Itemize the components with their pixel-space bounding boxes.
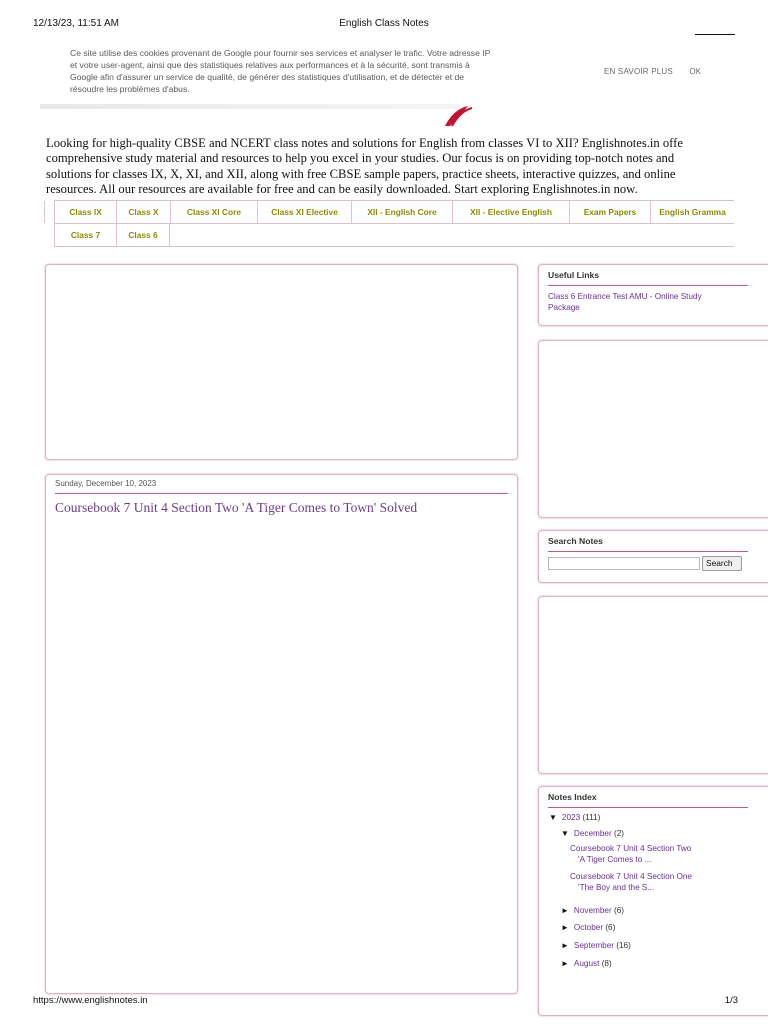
site-description [46,136,746,197]
ad-panel [45,264,518,460]
archive-count: (16) [616,941,631,950]
post-title-link[interactable]: Coursebook 7 Unit 4 Section Two 'A Tiger Comes to Town' Solved [55,500,418,515]
archive-post-link[interactable] [570,843,720,865]
useful-link-line: Class 6 Entrance Test AMU - Online Study [548,292,702,301]
post-panel [45,474,518,994]
widget-divider [548,807,748,808]
banner-edge [40,104,460,109]
archive-count: (8) [601,959,612,968]
expand-triangle-icon[interactable]: ► [561,923,569,932]
nav-tab-exam-papers[interactable]: Exam Papers [569,201,650,223]
print-page-title: English Class Notes [339,18,429,29]
useful-link-line: Package [548,303,580,312]
archive-month-label[interactable]: September [573,941,614,950]
nav-tab-class-7[interactable]: Class 7 [54,224,116,246]
cookie-ok-button[interactable]: OK [689,67,702,76]
archive-month-label[interactable]: November [573,906,612,915]
main-navigation [54,200,734,247]
expand-triangle-icon[interactable]: ► [561,959,569,968]
archive-month-label[interactable]: August [573,959,600,968]
description-line: Looking for high-quality CBSE and NCERT class notes and solutions for English from classes VI to XII? Englishnotes.in offe [46,136,683,150]
page-number: 1/3 [724,995,738,1006]
search-widget-title: Search Notes [548,536,603,546]
nav-tab-class-xi-elective[interactable]: Class XI Elective [257,201,351,223]
search-input[interactable] [548,557,700,570]
page-url: https://www.englishnotes.in [33,995,148,1006]
useful-link-amu-package[interactable] [548,291,738,313]
cookie-actions [604,67,701,76]
archive-month-label[interactable]: October [573,923,604,932]
description-line: resources. All our resources are available for free and can be easily downloaded. Start exploring Englishnotes.in now. [46,181,638,196]
post-date-divider [55,493,508,494]
archive-month-august[interactable] [561,958,612,969]
useful-links-title: Useful Links [548,270,600,280]
nav-tab-class-x[interactable]: Class X [116,201,170,223]
archive-year-2023[interactable] [549,812,600,823]
expand-triangle-icon[interactable]: ► [561,941,569,950]
archive-post-line: 'A Tiger Comes to ... [578,855,652,864]
nav-tab-xii-english-core[interactable]: XII - English Core [351,201,452,223]
description-line: solutions for classes IX, X, XI, and XII, along with free CBSE sample papers, practice sheets, interactive quizzes, and online [46,166,676,181]
archive-month-label[interactable]: December [573,829,612,838]
notes-index-title: Notes Index [548,792,597,802]
post-date: Sunday, December 10, 2023 [55,479,157,488]
archive-month-october[interactable] [561,922,615,933]
cookie-line: résoudre les problèmes d'abus. [70,84,190,94]
archive-post-link[interactable] [570,871,720,893]
archive-post-line: 'The Boy and the S... [578,883,655,892]
archive-count: (111) [582,813,601,822]
search-button[interactable]: Search [702,556,742,571]
archive-post-line: Coursebook 7 Unit 4 Section One [570,872,692,881]
collapse-triangle-icon[interactable]: ▼ [561,829,569,838]
archive-count: (2) [613,829,624,838]
archive-count: (6) [613,906,624,915]
site-banner-logo [40,104,560,128]
archive-month-september[interactable] [561,940,631,951]
archive-year-label[interactable]: 2023 [561,813,581,822]
archive-post-line: Coursebook 7 Unit 4 Section Two [570,844,692,853]
archive-month-december[interactable] [561,828,624,839]
nav-tab-xii-elective-english[interactable]: XII - Elective English [452,201,569,223]
cookie-notice-text [70,47,565,95]
collapse-triangle-icon[interactable]: ▼ [549,813,557,822]
header-rule [695,34,735,35]
sidebar-ad-panel-2 [538,596,768,774]
nav-row [54,223,734,247]
cookie-line: Ce site utilise des cookies provenant de Google pour fournir ses services et analyser le trafic. Votre adresse IP [70,48,491,58]
archive-count: (6) [605,923,616,932]
cookie-line: Google afin d'assurer un service de qualité, de générer des statistiques d'utilisation, et de détecter et de [70,72,465,82]
print-datetime: 12/13/23, 11:51 AM [33,18,119,29]
learn-more-link[interactable]: EN SAVOIR PLUS [604,67,673,76]
nav-tab-class-xi-core[interactable]: Class XI Core [170,201,257,223]
sidebar-ad-panel [538,340,768,518]
expand-triangle-icon[interactable]: ► [561,906,569,915]
print-header [33,18,735,32]
archive-month-november[interactable] [561,905,624,916]
widget-divider [548,285,748,286]
print-footer [33,995,738,1009]
widget-divider [548,551,748,552]
description-line: comprehensive study material and resources to help you excel in your studies. Our focus is on providing top-notch notes and [46,151,675,166]
nav-tab-class-ix[interactable]: Class IX [54,201,116,223]
nav-row [54,200,734,223]
cookie-line: et votre user-agent, ainsi que des statistiques relatives aux performances et à la sécurité, sont transmis à [70,60,470,70]
nav-tab-class-6[interactable]: Class 6 [116,224,170,246]
nav-tab-english-grammar[interactable]: English Gramma [650,201,734,223]
